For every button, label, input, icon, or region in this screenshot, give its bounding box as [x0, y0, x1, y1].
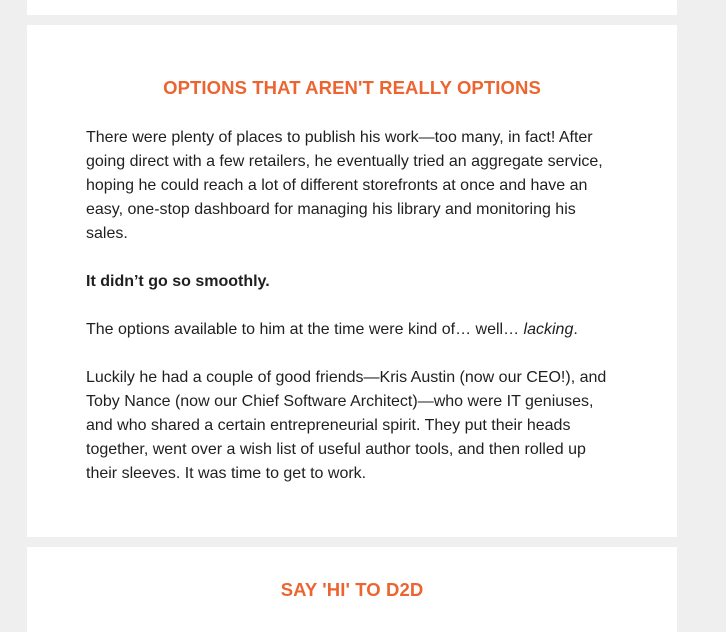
emphasis-text: lacking — [523, 321, 574, 338]
paragraph-options-lacking — [86, 318, 616, 342]
paragraph-end-text: . — [573, 321, 578, 338]
bold-statement: It didn’t go so smoothly. — [86, 273, 270, 290]
paragraph-good-friends: Luckily he had a couple of good friends—Kris Austin (now our CEO!), and Toby Nance (now our Chief Software Architect)—who were IT geniuses, and who shared a certain entrepreneurial spirit. They put their heads together, went over a wish list of useful author tools, and then rolled up their sleeves. It was time to get to work. — [86, 369, 607, 482]
say-hi-section-card — [27, 547, 677, 632]
paragraph-publishing-places: There were plenty of places to publish his work—too many, in fact! After going direct with a few retailers, he eventually tried an aggregate service, hoping he could reach a lot of different storefronts at once and have an easy, one-stop dashboard for managing his library and monitoring his sales. — [86, 129, 603, 242]
paragraph-text: The options available to him at the time were kind of… well… — [86, 321, 524, 338]
section-body — [86, 126, 616, 486]
section-title: SAY 'HI' TO D2D — [280, 579, 424, 600]
options-section-card — [27, 25, 677, 537]
section-title: OPTIONS THAT AREN'T REALLY OPTIONS — [163, 77, 541, 98]
previous-section-card — [27, 0, 677, 15]
paragraph-not-smooth — [86, 270, 616, 294]
